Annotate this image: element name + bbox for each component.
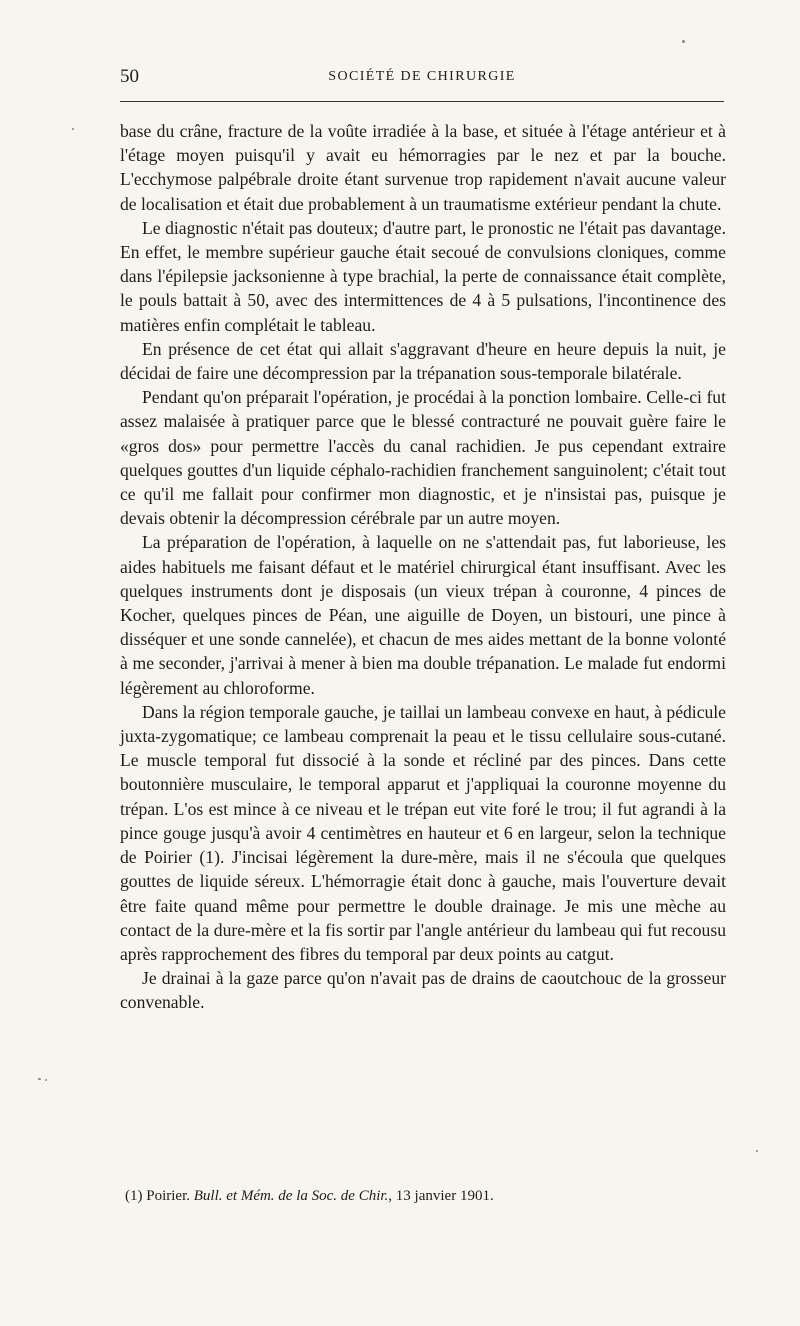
scan-speck [45, 1079, 47, 1081]
body-text [120, 119, 726, 1015]
scan-speck [756, 1150, 758, 1152]
header-rule [120, 101, 724, 102]
footnote-date: , 13 janvier 1901. [388, 1188, 494, 1204]
paragraph: Je drainai à la gaze parce qu'on n'avait pas de drains de caoutchouc de la grosseur convenable. [120, 968, 726, 1013]
scan-speck [682, 40, 685, 43]
scan-speck [72, 128, 74, 130]
paragraph: Pendant qu'on préparait l'opération, je procédai à la ponction lombaire. Celle-ci fut assez malaisée à pratiquer parce que le blessé contracturé ne pouvait guère faire le «gros dos» pour permettre l'accès du canal rachidien. Je pus cependant extraire quelques gouttes d'un liquide céphalo-rachidien franchement sanguinolent; c'était tout ce qu'il me fallait pour confirmer mon diagnostic, et je n'insistai pas, puisque je devais obtenir la décompression cérébrale par un autre moyen. [120, 387, 726, 529]
paragraph: base du crâne, fracture de la voûte irradiée à la base, et située à l'étage antérieur et à l'étage moyen puisqu'il y avait eu hémorragies par le nez et par la bouche. L'ecchymose palpébrale droite étant survenue trop rapidement n'avait aucune valeur de localisation et était due probablement à un traumatisme extérieur pendant la chute. [120, 121, 726, 214]
running-header [120, 66, 724, 90]
footnote-marker: (1) [125, 1188, 143, 1204]
page-number: 50 [120, 66, 139, 87]
running-title: SOCIÉTÉ DE CHIRURGIE [328, 69, 516, 84]
paragraph: Dans la région temporale gauche, je taillai un lambeau convexe en haut, à pédicule juxta-zygomatique; ce lambeau comprenait la peau et le tissu cellulaire sous-cutané. Le muscle temporal fut dissocié à la sonde et récliné par des pinces. Dans cette boutonnière musculaire, le temporal apparut et j'appliquai la couronne moyenne du trépan. L'os est mince à ce niveau et le trépan eut vite foré le trou; il fut agrandi à la pince gouge jusqu'à avoir 4 centimètres en hauteur et 6 en largeur, selon la technique de Poirier (1). J'incisai légèrement la dure-mère, mais il ne s'écoula que quelques gouttes de liquide séreux. L'hémorragie était donc à gauche, mais l'ouverture devait être faite quand même pour permettre le double drainage. Je mis une mèche au contact de la dure-mère et la fis sortir par l'angle antérieur du lambeau qui fut recousu après rapprochement des fibres du temporal par deux points au catgut. [120, 701, 726, 964]
paragraph: La préparation de l'opération, à laquelle on ne s'attendait pas, fut laborieuse, les aides habituels me faisant défaut et le matériel chirurgical étant insuffisant. Avec les quelques instruments dont je disposais (un vieux trépan à couronne, 4 pinces de Kocher, quelques pinces de Péan, une aiguille de Doyen, un bistouri, une pince à disséquer et une sonde cannelée), et chacun de mes aides mettant de la bonne volonté à me seconder, j'arrivai à mener à bien ma double trépanation. Le malade fut endormi légèrement au chloroforme. [120, 532, 726, 698]
paragraph: Le diagnostic n'était pas douteux; d'autre part, le pronostic ne l'était pas davantage. En effet, le membre supérieur gauche était secoué de convulsions cloniques, comme dans l'épilepsie jacksonienne à type brachial, la perte de connaissance était complète, le pouls battait à 50, avec des intermittences de 4 à 5 pulsations, l'incontinence des matières enfin complétait le tableau. [120, 217, 726, 335]
footnote-journal: Bull. et Mém. de la Soc. de Chir. [193, 1188, 389, 1204]
scan-speck [38, 1078, 41, 1080]
footnote [125, 1186, 725, 1206]
paragraph: En présence de cet état qui allait s'aggravant d'heure en heure depuis la nuit, je décidai de faire une décompression par la trépanation sous-temporale bilatérale. [120, 338, 726, 384]
footnote-author: Poirier. [146, 1188, 190, 1204]
